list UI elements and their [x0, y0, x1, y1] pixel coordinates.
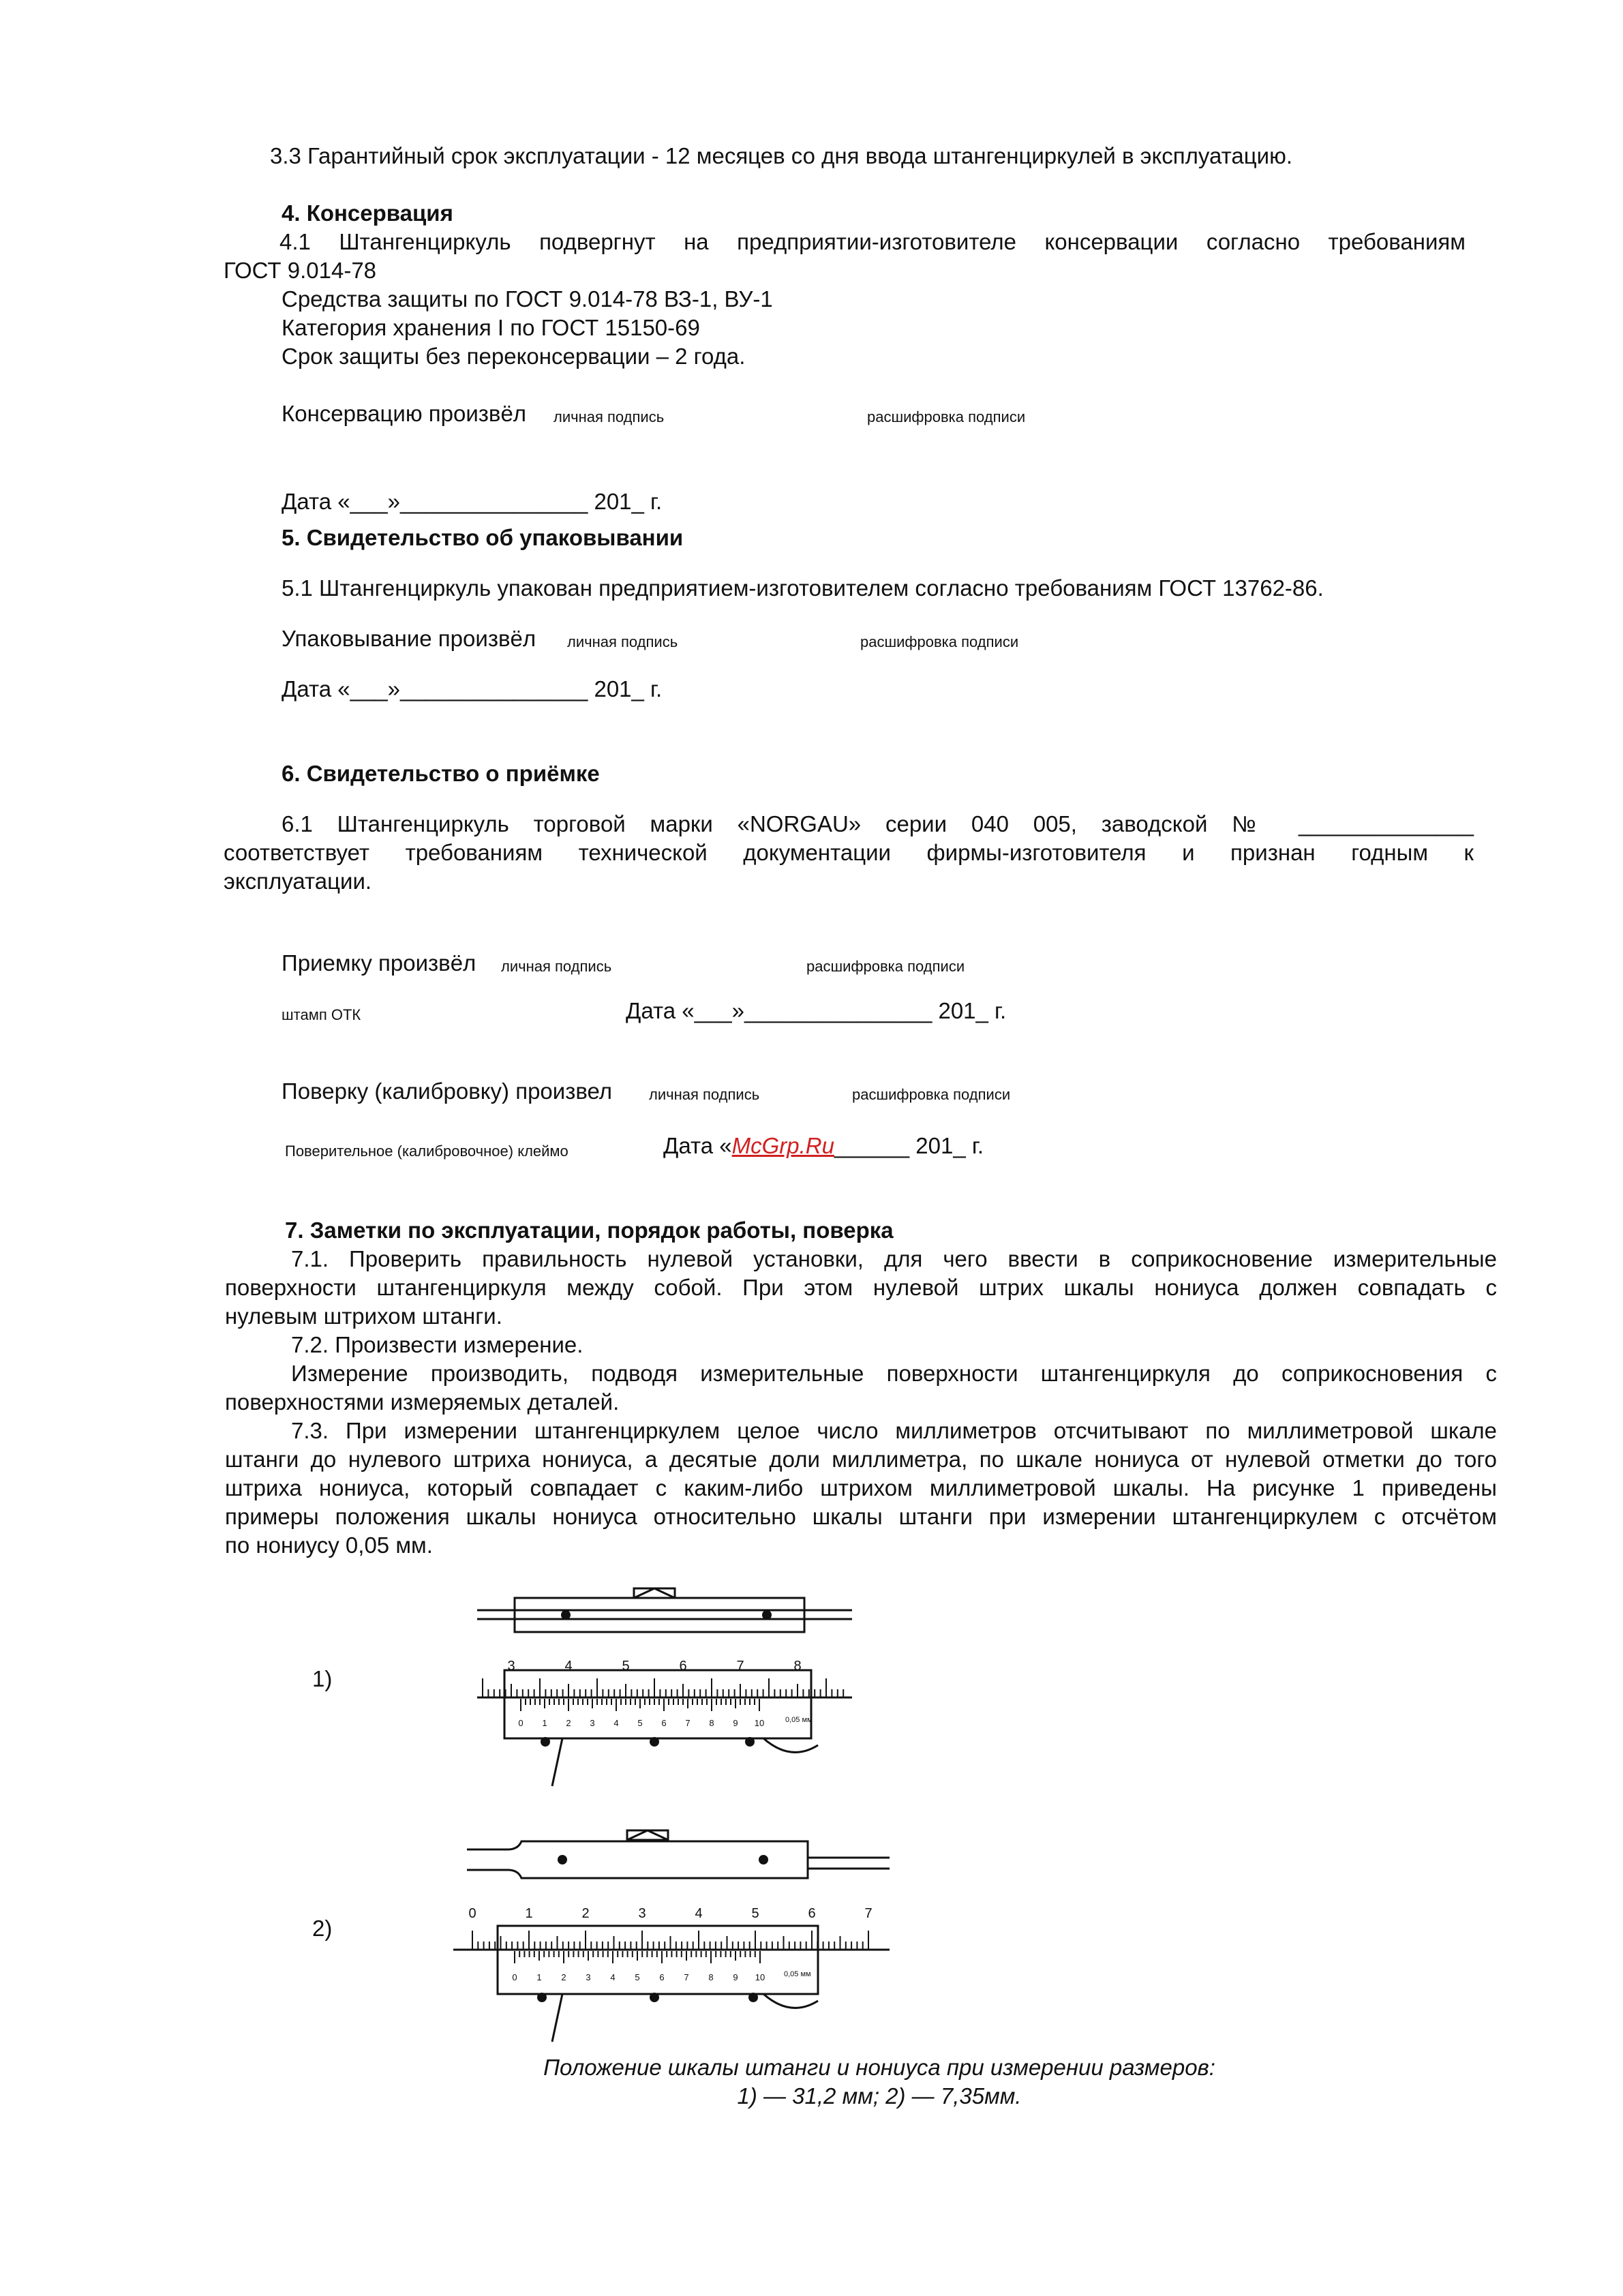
section-7-2-text: 7.2. Произвести измерение.: [291, 1332, 583, 1357]
main-scale-label-2-5: 5: [751, 1906, 759, 1921]
rivet-2a: [558, 1855, 567, 1864]
section-4-paragraph: [224, 228, 1466, 285]
protection-text: Средства защиты по ГОСТ 9.014-78 ВЗ-1, ВУ-1: [282, 286, 773, 312]
s6-p1-line3: эксплуатации.: [224, 868, 372, 894]
conservation-signature-caption: личная подпись: [553, 408, 665, 425]
rivet-1b: [762, 1610, 772, 1620]
section-7-title: 7. Заметки по эксплуатации, порядок работы, поверка: [285, 1218, 894, 1243]
section-4-title: 4. Консервация: [282, 200, 453, 226]
vernier-frame-top-1: [515, 1598, 804, 1632]
vernier-label-1-5: 5: [637, 1718, 643, 1728]
main-scale-label-2-7: 7: [864, 1906, 873, 1921]
main-scale-label-1-1: 4: [564, 1659, 573, 1674]
section-7-3-paragraph: [225, 1417, 1497, 1560]
verification-decode-caption: расшифровка подписи: [852, 1086, 1011, 1103]
vernier-label-2-9: 9: [733, 1972, 738, 1982]
verification-mark-caption: Поверительное (калибровочное) клеймо: [285, 1143, 568, 1160]
vernier-label-2-2: 2: [561, 1972, 566, 1982]
packing-signature-caption: личная подпись: [567, 633, 678, 650]
verification-date-suffix: ______ 201_ г.: [834, 1133, 984, 1158]
vernier-label-2-7: 7: [684, 1972, 689, 1982]
packing-text: 5.1 Штангенциркуль упакован предприятием-изготовителем согласно требованиям ГОСТ 13762-86.: [282, 575, 1324, 601]
section-7-2-paragraph: [225, 1359, 1497, 1417]
clamp-screw-2: [627, 1830, 668, 1840]
main-scale-label-1-5: 8: [793, 1659, 802, 1674]
main-scale-ticks-1: [483, 1678, 843, 1697]
s7-2-line2: поверхностями измеряемых деталей.: [225, 1389, 620, 1415]
s7-3-line1: 7.3. При измерении штангенциркулем целое число миллиметров отсчитывают по миллиметровой шкале: [291, 1418, 1497, 1443]
vernier-label-2-1: 1: [536, 1972, 542, 1982]
rivet-2e: [748, 1993, 758, 2002]
vernier-label-1-3: 3: [590, 1718, 595, 1728]
s4-p1-line2: ГОСТ 9.014-78: [224, 258, 377, 283]
clamp-screw-mark-2: [627, 1830, 668, 1840]
s7-2-line1: Измерение производить, подводя измерительные поверхности штангенциркуля до соприкосновения с: [291, 1361, 1497, 1386]
otk-stamp-caption: штамп ОТК: [282, 1006, 361, 1023]
main-scale-label-2-3: 3: [638, 1906, 646, 1921]
rivet-2c: [537, 1993, 547, 2002]
s7-1-line2: поверхности штангенциркуля между собой. При этом нулевой штрих шкалы нониуса должен совпадать с: [225, 1275, 1497, 1300]
resolution-label-1: 0,05 мм: [785, 1716, 813, 1724]
vernier-label-1-8: 8: [709, 1718, 714, 1728]
jaw-tip-1: [552, 1738, 562, 1786]
s7-1-line1: 7.1. Проверить правильность нулевой установки, для чего ввести в соприкосновение измерительные: [291, 1246, 1497, 1271]
vernier-frame-bottom-2: [498, 1926, 818, 1994]
rivet-2b: [759, 1855, 768, 1864]
s6-p1-line1: 6.1 Штангенциркуль торговой марки «NORGAU» серии 040 005, заводской № ______________: [282, 811, 1474, 836]
vernier-label-1-6: 6: [661, 1718, 667, 1728]
vernier-frame-top-2: [467, 1841, 808, 1878]
jaw-tip-2: [552, 1994, 562, 2042]
vernier-label-2-3: 3: [586, 1972, 591, 1982]
rivet-2d: [650, 1993, 659, 2002]
section-6-title: 6. Свидетельство о приёмке: [282, 761, 600, 786]
vernier-label-1-2: 2: [566, 1718, 571, 1728]
vernier-label-2-0: 0: [512, 1972, 517, 1982]
vernier-label-2-4: 4: [610, 1972, 616, 1982]
vernier-label-1-7: 7: [685, 1718, 691, 1728]
section-5-title: 5. Свидетельство об упаковывании: [282, 525, 684, 550]
conservation-done-label: Консервацию произвёл: [282, 401, 527, 426]
s7-3-line2: штанги до нулевого штриха нониуса, а десятые доли миллиметра, по шкале нониуса от нулевой отметки до того: [225, 1447, 1497, 1472]
s7-3-line3: штриха нониуса, который совпадает с каким-либо штрихом миллиметровой шкалы. На рисунке 1 приведены: [225, 1475, 1497, 1500]
vernier-label-1-1: 1: [542, 1718, 547, 1728]
s4-p1-line1: 4.1 Штангенциркуль подвергнут на предприятии-изготовителе консервации согласно требованиям: [279, 229, 1466, 254]
main-scale-label-2-6: 6: [808, 1906, 816, 1921]
caliper-figure-2: [453, 1817, 890, 2049]
resolution-label-2: 0,05 мм: [784, 1970, 811, 1978]
vernier-label-2-6: 6: [659, 1972, 665, 1982]
vernier-label-1-4: 4: [613, 1718, 619, 1728]
protection-term-text: Срок защиты без переконсервации – 2 года.: [282, 344, 746, 369]
depth-rod-curve-1: [763, 1738, 818, 1752]
vernier-label-2-10: 10: [755, 1972, 765, 1982]
rivet-1a: [561, 1610, 571, 1620]
main-scale-label-2-2: 2: [581, 1906, 590, 1921]
figure-caption-line2: 1) — 31,2 мм; 2) — 7,35мм.: [737, 2083, 1022, 2109]
main-scale-label-2-1: 1: [525, 1906, 533, 1921]
verification-date-field: [663, 1132, 984, 1160]
s6-p1-line2: соответствует требованиям технической документации фирмы-изготовителя и признан годным к: [224, 840, 1474, 865]
main-scale-label-1-0: 3: [507, 1659, 515, 1674]
acceptance-signature-caption: личная подпись: [501, 958, 612, 975]
packing-date-field: Дата «___»_______________ 201_ г.: [282, 676, 663, 701]
main-scale-ticks-2: [472, 1931, 868, 1950]
section-6-paragraph: [224, 810, 1474, 896]
s7-1-line3: нулевым штрихом штанги.: [225, 1303, 502, 1329]
main-scale-label-1-4: 7: [736, 1659, 744, 1674]
caliper-figure-1: [470, 1568, 852, 1793]
vernier-label-1-0: 0: [518, 1718, 524, 1728]
s7-3-line4: примеры положения шкалы нониуса относительно шкалы штанги при измерении штангенциркулем с отсчётом: [225, 1504, 1497, 1529]
main-scale-label-2-0: 0: [468, 1906, 476, 1921]
verification-date-prefix: Дата «: [663, 1133, 732, 1158]
vernier-label-2-8: 8: [708, 1972, 714, 1982]
storage-category-text: Категория хранения I по ГОСТ 15150-69: [282, 315, 700, 340]
verification-signature-caption: личная подпись: [649, 1086, 760, 1103]
rivet-1d: [650, 1737, 659, 1747]
packing-decode-caption: расшифровка подписи: [860, 633, 1019, 650]
vernier-label-1-9: 9: [733, 1718, 738, 1728]
conservation-date-field: Дата «___»_______________ 201_ г.: [282, 489, 663, 514]
s7-3-line5: по нониусу 0,05 мм.: [225, 1532, 433, 1558]
rivet-1c: [541, 1737, 550, 1747]
depth-rod-curve-2: [763, 1994, 818, 2008]
clamp-screw-mark-1: [634, 1588, 675, 1598]
vernier-label-1-10: 10: [754, 1718, 765, 1728]
verification-done-label: Поверку (калибровку) произвел: [282, 1078, 613, 1104]
vernier-scale-ticks-2: [515, 1951, 760, 1963]
warranty-text: 3.3 Гарантийный срок эксплуатации - 12 месяцев со дня ввода штангенциркулей в эксплуатацию.: [270, 143, 1293, 168]
figure-caption-line1: Положение шкалы штанги и нониуса при измерении размеров:: [543, 2055, 1215, 2080]
main-scale-label-1-3: 6: [679, 1659, 687, 1674]
conservation-decode-caption: расшифровка подписи: [867, 408, 1026, 425]
vernier-scale-ticks-1: [521, 1699, 759, 1711]
clamp-screw-1: [634, 1588, 675, 1598]
acceptance-done-label: Приемку произвёл: [282, 950, 476, 976]
watermark-link[interactable]: McGrp.Ru: [731, 1133, 834, 1158]
vernier-label-2-5: 5: [635, 1972, 640, 1982]
acceptance-date-field: Дата «___»_______________ 201_ г.: [626, 998, 1007, 1023]
section-7-1-paragraph: [225, 1245, 1497, 1331]
main-scale-label-1-2: 5: [622, 1659, 630, 1674]
main-scale-label-2-4: 4: [695, 1906, 703, 1921]
rivet-1e: [745, 1737, 755, 1747]
acceptance-decode-caption: расшифровка подписи: [806, 958, 965, 975]
packing-done-label: Упаковывание произвёл: [282, 626, 536, 651]
vernier-frame-bottom-1: [504, 1670, 811, 1738]
figure-1-label: 1): [312, 1666, 333, 1691]
figure-2-label: 2): [312, 1916, 333, 1941]
